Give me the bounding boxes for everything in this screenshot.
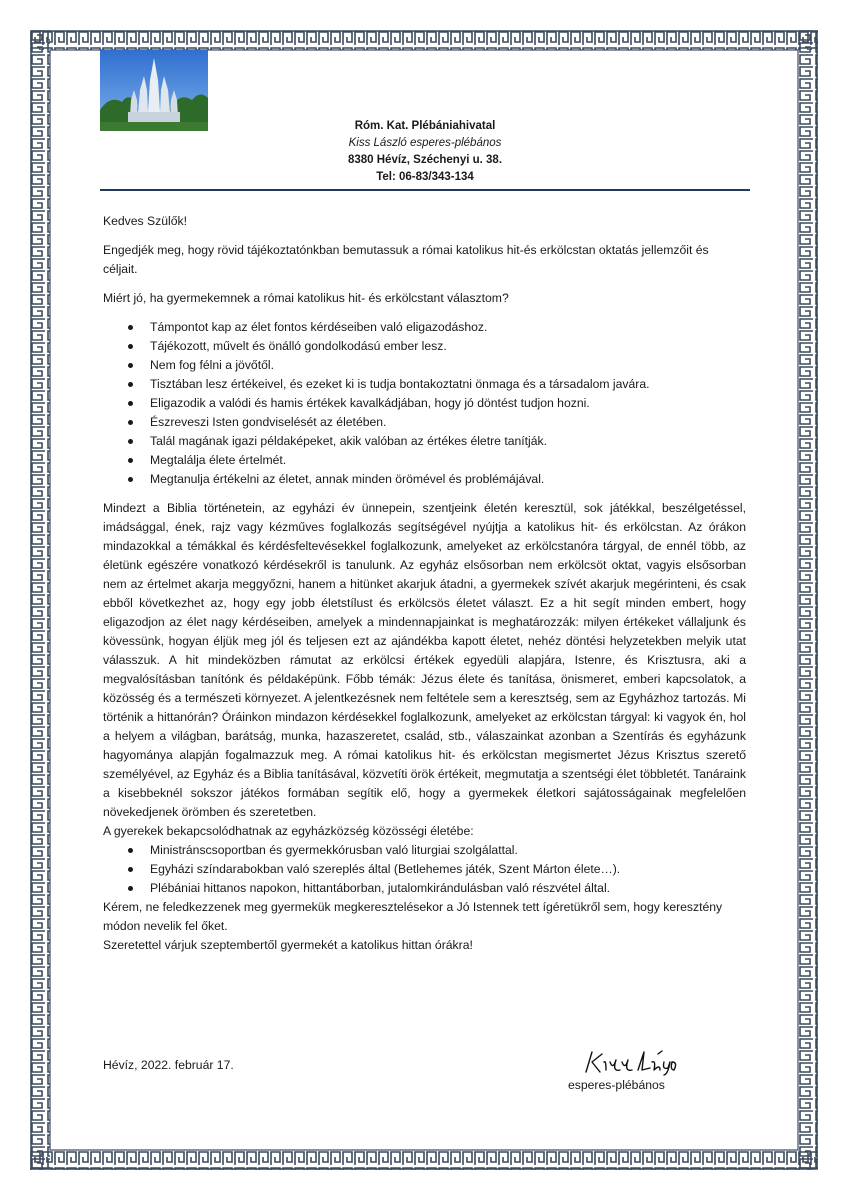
office-name: Róm. Kat. Plébániahivatal — [354, 120, 496, 132]
list-item: Ministránscsoportban és gyermekkórusban való liturgiai szolgálattal. — [103, 841, 746, 860]
list-item: Eligazodik a valódi és hamis értékek kavalkádjában, hogy jó döntést tudjon hozni. — [103, 394, 746, 413]
list-item: Észreveszi Isten gondviselését az életében. — [103, 413, 746, 432]
signature — [580, 1048, 680, 1076]
list-item: Talál magának igazi példaképeket, akik valóban az értékes életre tanítják. — [103, 432, 746, 451]
list-item: Nem fog félni a jövőtől. — [103, 356, 746, 375]
signature-role: esperes-plébános — [568, 1078, 665, 1092]
list-item: Tájékozott, művelt és önálló gondolkodású ember lesz. — [103, 337, 746, 356]
main-paragraph: Mindezt a Biblia történetein, az egyházi év ünnepein, szentjeink életén keresztül, sok játékkal, beszélgetéssel, imádsággal, ének, rajz vagy kézműves foglalkozás segítségével nyújtja a katolikus hit- és erkölcstan. Az órákon mindazokkal a témákkal és kérdésfeltevésekkel foglalkozunk, amelyeket az erkölcstanóra tárgyal, de ennél több, az életünk egészére vonatkozó kérdésekről is tanulunk. Az egyház elsősorban nem erkölcsöt oktat, vagyis elsősorban nem az értelmet akarja meggyőzni, hanem a hitünket akarjuk átadni, a gyermekek szívét akarjuk megérinteni, és csak ebből következhet az, hogy egy jobb életstílust és erkölcsös életet választ. Ez a hit segít minden embert, hogy eligazodjon az élet nagy kérdéseiben, amelyek a mindennapjainkat is meghatározzák: milyen értékeket vállaljunk és kövessünk, hogyan éljük meg jól és teljesen ezt az ajándékba kapott életet, nehéz döntési helyzetekben melyik utat válasszuk. A hit mindeközben rámutat az erkölcsi értékek egyedüli alapjára, Istenre, és Krisztusra, aki a megvalósításban tanítónk és példaképünk. Főbb témák: Jézus élete és tanítása, önismeret, emberi kapcsolatok, a közösség és a természeti környezet. A jelentkezésnek nem feltétele sem a keresztség, sem az Egyházhoz tartozás. Mi történik a hittanórán? Óráinkon mindazon kérdésekkel foglalkozunk, amelyeket az erkölcstan tárgyal: ki vagyok én, hol a helyem a világban, barátság, munka, hazaszeretet, család, stb., válaszainkat azonban a Szentírás és egyházunk hagyománya alapján fogalmazzuk meg. A római katolikus hit- és erkölcstan megismertet Jézus Krisztus szerető személyével, az Egyház és a Biblia tanításával, közvetíti örök értékeit, megmutatja a szentségi élet többletét. Tanáraink a kisebbeknél sokszor játékos formában segítik elő, hogy a gyermekek életkori sajátosságainak megfelelően növekedjenek örömben és szeretetben. — [103, 501, 746, 819]
letter-date: Hévíz, 2022. február 17. — [103, 1058, 234, 1072]
office-address: 8380 Hévíz, Széchenyi u. 38. — [347, 154, 503, 166]
community-intro: A gyerekek bekapcsolódhatnak az egyházközség közösségi életébe: — [103, 824, 474, 838]
priest-name: Kiss László esperes-plébános — [348, 137, 502, 149]
letter-body — [103, 212, 746, 955]
intro-paragraph: Engedjék meg, hogy rövid tájékoztatónkban bemutassuk a római katolikus hit-és erkölcstan oktatás jellemzőit és céljait. — [103, 243, 709, 276]
community-list — [103, 841, 746, 898]
letterhead — [100, 118, 750, 186]
closing-paragraph: Szeretettel várjuk szeptembertől gyermekét a katolikus hittan órákra! — [103, 938, 473, 952]
list-item: Plébániai hittanos napokon, hittantáborban, jutalomkirándulásban való részvétel által. — [103, 879, 746, 898]
list-item: Tisztában lesz értékeivel, és ezeket ki is tudja bontakoztatni önmaga és a társadalom javára. — [103, 375, 746, 394]
salutation: Kedves Szülők! — [103, 214, 188, 228]
list-item: Egyházi színdarabokban való szereplés által (Betlehemes játék, Szent Márton élete…). — [103, 860, 746, 879]
header-rule — [100, 189, 750, 191]
request-paragraph: Kérem, ne feledkezzenek meg gyermekük megkeresztelésekor a Jó Istennek tett ígéretükről sem, hogy keresztény módon nevelik fel őket. — [103, 900, 723, 933]
office-phone: Tel: 06-83/343-134 — [376, 171, 474, 183]
question-paragraph: Miért jó, ha gyermekemnek a római katolikus hit- és erkölcstant választom? — [103, 291, 509, 305]
benefits-list — [103, 318, 746, 489]
list-item: Megtanulja értékelni az életet, annak minden örömével és problémájával. — [103, 470, 746, 489]
list-item: Támpontot kap az élet fontos kérdéseiben való eligazodáshoz. — [103, 318, 746, 337]
list-item: Megtalálja élete értelmét. — [103, 451, 746, 470]
